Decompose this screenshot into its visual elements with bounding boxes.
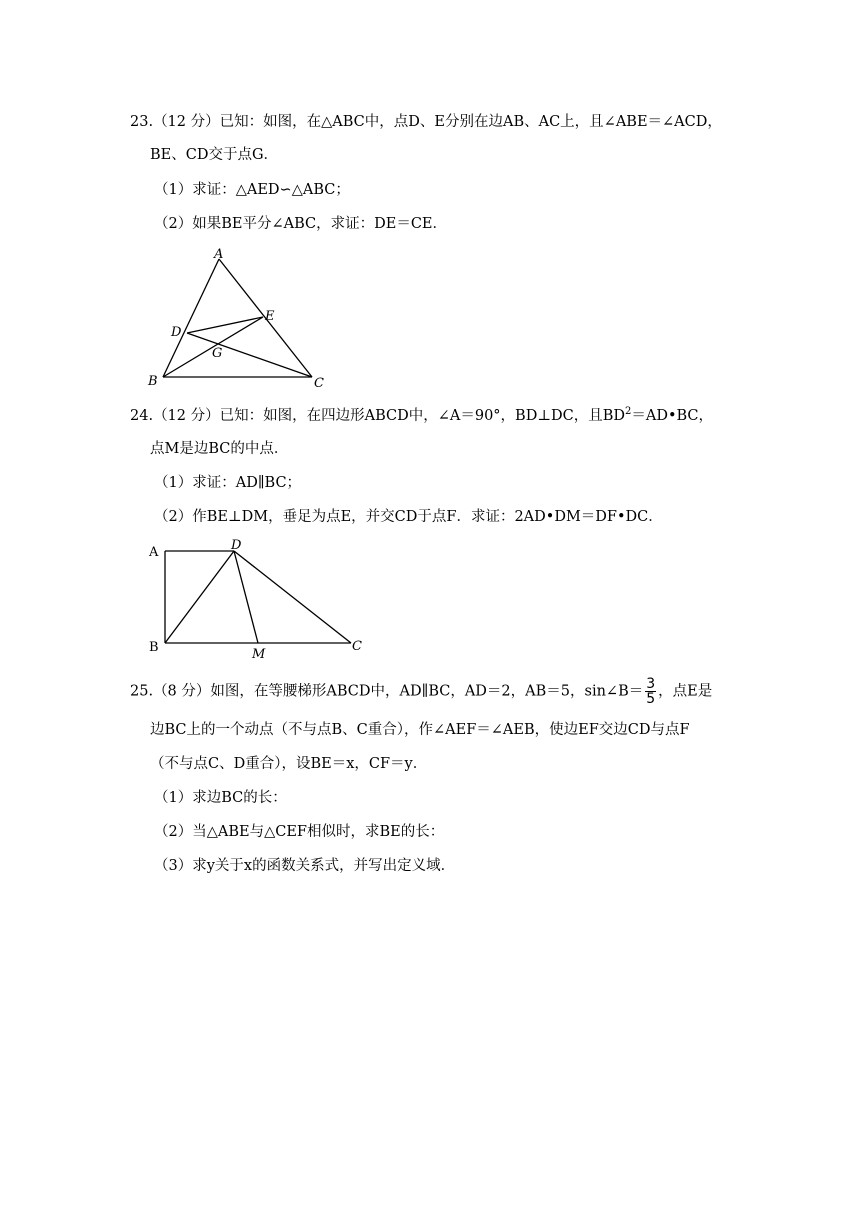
segment-cd: [187, 333, 312, 377]
q25-stem-3: （不与点C、D重合），设BE＝x，CF＝y．: [150, 756, 428, 772]
q25-number: 25.: [130, 683, 154, 700]
label-m: M: [252, 647, 266, 662]
q24-part-2: （2）作BE⊥DM，垂足为点E，并交CD于点F．求证：2AD•DM＝DF•DC．: [154, 509, 663, 525]
q25-part-1: （1）求边BC的长：: [154, 790, 287, 806]
label-c: C: [352, 639, 362, 654]
label-c: C: [314, 376, 324, 391]
q24-stem-1b: ＝AD•BC，: [631, 408, 714, 424]
q25-score: （8 分）: [153, 683, 211, 700]
fraction-denominator: 5: [646, 691, 656, 707]
q23-number: 23.: [130, 114, 154, 130]
q23-stem-line-1: [130, 112, 722, 132]
q25-stem-line-1: [130, 676, 713, 707]
q24-score: （12 分）: [153, 408, 220, 424]
q23-part-2: （2）如果BE平分∠ABC，求证：DE＝CE．: [154, 216, 447, 232]
q25-stem-2: 边BC上的一个动点（不与点B、C重合），作∠AEF＝∠AEB，使边EF交边CD与点F: [150, 722, 690, 738]
segment-dm: [234, 551, 258, 643]
q25-part-2: （2）当△ABE与△CEF相似时，求BE的长：: [154, 824, 445, 840]
label-e: E: [265, 309, 275, 324]
segment-de: [187, 317, 263, 333]
segment-dc: [234, 551, 351, 643]
label-a: A: [149, 545, 159, 560]
segment-bd: [165, 551, 234, 643]
label-b: B: [148, 374, 158, 389]
q23-triangle-figure: [140, 244, 340, 394]
q25-stem-1a: 如图，在等腰梯形ABCD中，AD∥BC，AD＝2，AB＝5，sin∠B＝: [210, 683, 644, 700]
segment-ab: [163, 259, 219, 377]
label-g: G: [212, 346, 223, 361]
q23-stem-1: 已知：如图，在△ABC中，点D、E分别在边AB、AC上，且∠ABE＝∠ACD，: [219, 114, 722, 130]
q24-number: 24.: [130, 408, 154, 424]
q25-part-3: （3）求y关于x的函数关系式，并写出定义域．: [154, 858, 456, 874]
sine-fraction: [645, 677, 656, 706]
q23-stem-2: BE、CD交于点G．: [150, 147, 279, 163]
label-b: B: [149, 640, 159, 655]
label-d: D: [231, 538, 242, 553]
q23-score: （12 分）: [153, 114, 220, 130]
q24-quadrilateral-figure: [140, 536, 380, 666]
q24-superscript: 2: [624, 406, 632, 418]
q25-stem-1b: ，点E是: [658, 683, 713, 700]
q23-part-1: （1）求证：△AED∽△ABC；: [154, 182, 350, 198]
q24-stem-1a: 已知：如图，在四边形ABCD中，∠A＝90°，BD⊥DC，且BD: [219, 408, 625, 424]
q24-part-1: （1）求证：AD∥BC；: [154, 475, 302, 491]
label-d: D: [171, 325, 182, 340]
q24-stem-line-1: [130, 406, 713, 426]
label-a: A: [214, 247, 224, 262]
fraction-numerator: 3: [646, 676, 656, 692]
q24-stem-2: 点M是边BC的中点．: [150, 441, 289, 457]
